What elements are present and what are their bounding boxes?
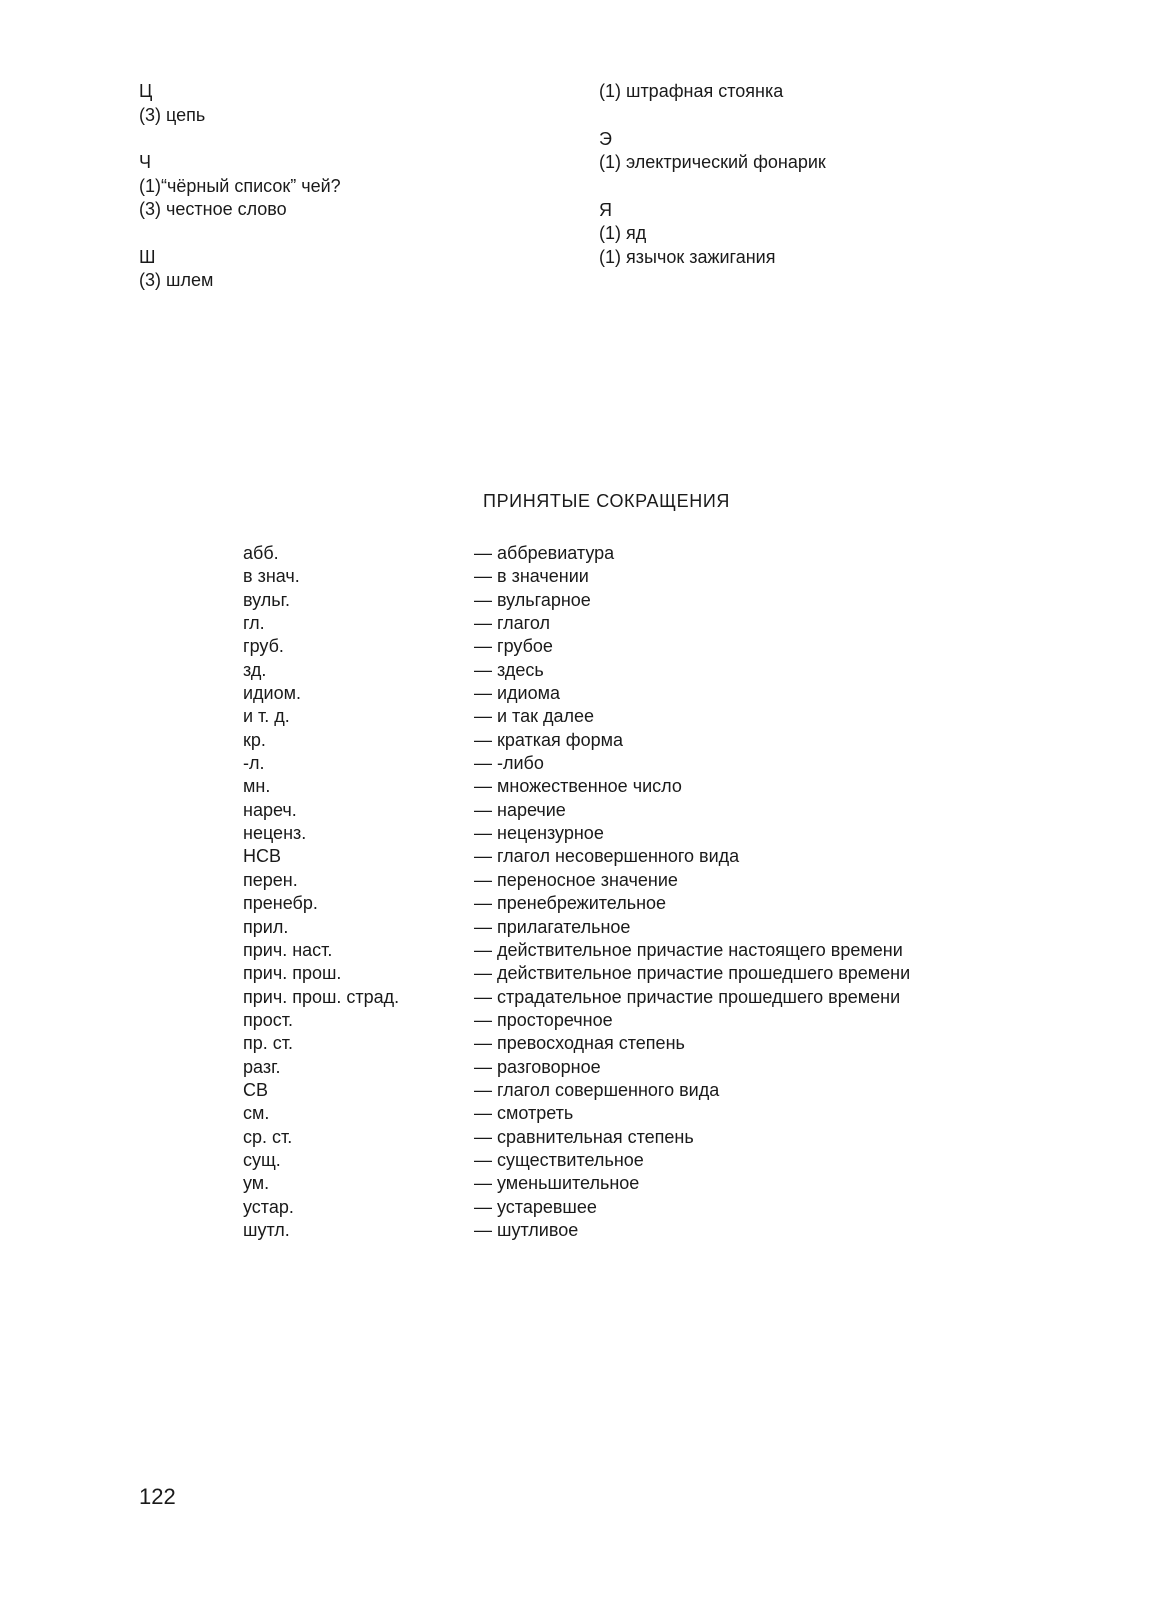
abbreviations-list: [243, 542, 1003, 1242]
abbreviation-meaning: — и так далее: [474, 706, 595, 727]
abbreviation-term: пренебр.: [243, 893, 318, 914]
abbreviation-meaning: — устаревшее: [474, 1196, 597, 1217]
abbreviation-row: [243, 659, 1003, 682]
abbreviation-term: прил.: [243, 916, 289, 937]
abbreviation-meaning: — грубое: [474, 636, 553, 657]
abbreviation-meaning: — превосходная степень: [474, 1033, 685, 1054]
abbreviation-term: зд.: [243, 659, 267, 680]
abbreviation-row: [243, 962, 1003, 985]
abbreviation-row: [243, 589, 1003, 612]
abbreviation-row: [243, 1056, 1003, 1079]
index-letter-heading: Ц: [139, 81, 153, 101]
abbreviation-term: -л.: [243, 753, 265, 774]
index-right-column: [599, 80, 1039, 293]
abbreviation-term: устар.: [243, 1196, 294, 1217]
abbreviation-meaning: — наречие: [474, 799, 566, 820]
abbreviation-meaning: — сравнительная степень: [474, 1126, 694, 1147]
abbreviation-term: кр.: [243, 729, 266, 750]
abbreviation-row: [243, 612, 1003, 635]
index-entry: (1)“чёрный список” чей?: [139, 175, 341, 196]
abbreviation-meaning: — нецензурное: [474, 823, 604, 844]
abbreviation-row: [243, 845, 1003, 868]
abbreviation-row: [243, 916, 1003, 939]
abbreviation-meaning: — страдательное причастие прошедшего времени: [474, 986, 901, 1007]
abbreviation-term: гл.: [243, 613, 265, 634]
abbreviation-row: [243, 1172, 1003, 1195]
abbreviation-term: нареч.: [243, 799, 297, 820]
abbreviation-term: пр. ст.: [243, 1033, 294, 1054]
abbreviation-term: прич. прош. страд.: [243, 986, 400, 1007]
abbreviation-term: мн.: [243, 776, 271, 797]
abbreviation-meaning: — краткая форма: [474, 729, 623, 750]
index-letter-group: [599, 199, 1039, 270]
abbreviations-title: ПРИНЯТЫЕ СОКРАЩЕНИЯ: [483, 491, 730, 511]
abbreviation-term: абб.: [243, 543, 279, 563]
abbreviation-row: [243, 822, 1003, 845]
index-entry: (3) шлем: [139, 270, 214, 290]
abbreviation-row: [243, 892, 1003, 915]
index-letter-group: [599, 80, 1039, 104]
index-entry: (1) яд: [599, 223, 647, 243]
abbreviation-meaning: — здесь: [474, 659, 544, 680]
abbreviation-meaning: — переносное значение: [474, 869, 678, 890]
abbreviation-term: перен.: [243, 869, 298, 890]
abbreviation-row: [243, 1009, 1003, 1032]
page-number: 122: [139, 1484, 176, 1509]
abbreviation-meaning: — пренебрежительное: [474, 893, 667, 914]
abbreviation-term: вульг.: [243, 589, 291, 610]
abbreviation-meaning: — глагол: [474, 613, 550, 634]
abbreviation-term: шутл.: [243, 1219, 290, 1240]
abbreviation-row: [243, 1149, 1003, 1172]
abbreviation-term: ум.: [243, 1173, 270, 1194]
abbreviation-row: [243, 729, 1003, 752]
abbreviation-row: [243, 1196, 1003, 1219]
index-letter-group: [599, 128, 1039, 175]
abbreviation-meaning: — идиома: [474, 683, 561, 704]
abbreviation-term: СВ: [243, 1079, 269, 1100]
index-letter-group: [139, 246, 559, 293]
index-entry: (1) язычок зажигания: [599, 246, 776, 267]
abbreviation-row: [243, 1079, 1003, 1102]
abbreviation-term: идиом.: [243, 683, 301, 704]
abbreviation-meaning: — -либо: [474, 753, 544, 774]
abbreviation-row: [243, 565, 1003, 588]
abbreviation-meaning: — вульгарное: [474, 589, 591, 610]
abbreviation-term: ср. ст.: [243, 1126, 293, 1147]
index-letter-group: [139, 151, 559, 222]
abbreviation-meaning: — уменьшительное: [474, 1173, 640, 1194]
abbreviation-meaning: — прилагательное: [474, 916, 631, 937]
index-letter-group: [139, 80, 559, 127]
abbreviation-term: неценз.: [243, 823, 307, 844]
abbreviation-row: [243, 869, 1003, 892]
abbreviation-meaning: — смотреть: [474, 1103, 574, 1124]
abbreviation-row: [243, 752, 1003, 775]
abbreviation-meaning: — разговорное: [474, 1056, 601, 1077]
abbreviation-row: [243, 799, 1003, 822]
abbreviation-meaning: — действительное причастие настоящего времени: [474, 939, 903, 960]
abbreviation-row: [243, 1219, 1003, 1242]
abbreviation-meaning: — шутливое: [474, 1219, 579, 1240]
abbreviation-meaning: — просторечное: [474, 1009, 613, 1030]
abbreviation-row: [243, 775, 1003, 798]
abbreviation-meaning: — глагол совершенного вида: [474, 1079, 720, 1100]
abbreviation-term: прост.: [243, 1009, 294, 1030]
abbreviation-row: [243, 1032, 1003, 1055]
abbreviation-meaning: — существительное: [474, 1149, 644, 1170]
index-entry: (3) честное слово: [139, 199, 287, 219]
abbreviation-row: [243, 1126, 1003, 1149]
abbreviation-row: [243, 939, 1003, 962]
abbreviation-term: НСВ: [243, 846, 282, 867]
abbreviation-meaning: — аббревиатура: [474, 543, 615, 563]
index-entry: (1) штрафная стоянка: [599, 81, 784, 101]
abbreviation-term: см.: [243, 1103, 270, 1124]
abbreviation-term: груб.: [243, 636, 284, 657]
abbreviation-meaning: — множественное число: [474, 776, 682, 797]
abbreviation-meaning: — в значении: [474, 566, 589, 587]
abbreviation-row: [243, 542, 1003, 565]
abbreviation-meaning: — глагол несовершенного вида: [474, 846, 740, 867]
abbreviation-row: [243, 635, 1003, 658]
abbreviation-term: в знач.: [243, 566, 300, 587]
index-letter-heading: Ч: [139, 152, 152, 172]
index-letter-heading: Э: [599, 128, 613, 149]
index-letter-heading: Я: [599, 199, 613, 220]
index-entry: (1) электрический фонарик: [599, 152, 826, 172]
abbreviation-term: прич. наст.: [243, 939, 333, 960]
index-left-column: [139, 80, 559, 317]
index-letter-heading: Ш: [139, 246, 156, 267]
abbreviation-term: сущ.: [243, 1149, 281, 1170]
abbreviation-row: [243, 1102, 1003, 1125]
abbreviation-row: [243, 986, 1003, 1009]
abbreviation-term: и т. д.: [243, 706, 290, 727]
abbreviation-row: [243, 705, 1003, 728]
abbreviation-term: разг.: [243, 1056, 281, 1077]
abbreviation-meaning: — действительное причастие прошедшего времени: [474, 963, 911, 984]
abbreviation-term: прич. прош.: [243, 963, 342, 984]
index-entry: (3) цепь: [139, 104, 206, 125]
abbreviation-row: [243, 682, 1003, 705]
